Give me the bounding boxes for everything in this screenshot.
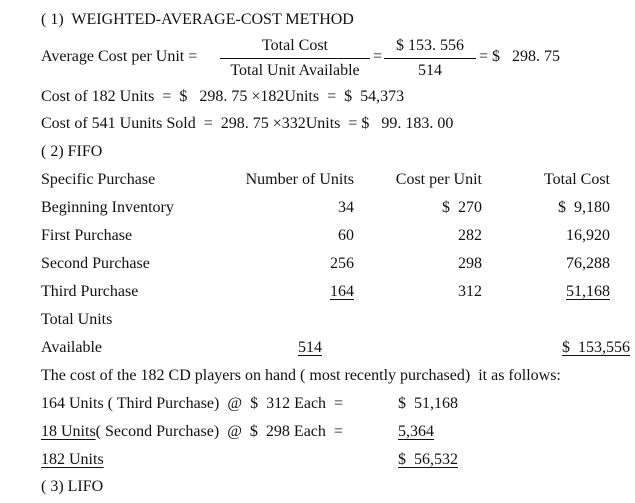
table-row-name: Second Purchase — [41, 255, 150, 272]
table-row-cost: $ 270 — [442, 199, 482, 216]
avg-cost-label: Average Cost per Unit = — [41, 48, 198, 65]
table-row-total: $ 9,180 — [558, 199, 610, 216]
cost-541-units: Cost of 541 Uunits Sold = 298. 75 ×332Units = $ 99. 183. 00 — [41, 115, 454, 132]
table-row-total: 76,288 — [566, 255, 610, 272]
available-total-value: $ 153,556 — [562, 339, 630, 356]
table-row-name: Beginning Inventory — [41, 199, 174, 216]
available-units — [298, 338, 322, 358]
calc-line-third-amount: $ 51,168 — [398, 395, 458, 412]
calc-line-second-units: 18 Units — [41, 423, 96, 440]
cost-182-units: Cost of 182 Units = $ 298. 75 ×182Units = $ 54,373 — [41, 88, 405, 105]
calc-line-total-amount — [398, 450, 458, 470]
calc-line-second-rest: ( Second Purchase) @ $ 298 Each = — [95, 423, 343, 440]
equals-sign: = — [373, 48, 383, 65]
table-row-total: 16,920 — [566, 227, 610, 244]
calc-line-total-units — [41, 450, 104, 470]
fraction-total-cost — [220, 36, 370, 81]
table-row-units: 60 — [338, 227, 354, 244]
avg-cost-result: = $ 298. 75 — [479, 48, 561, 65]
section1-heading: ( 1) WEIGHTED-AVERAGE-COST METHOD — [41, 11, 354, 28]
fraction-numerator-value: $ 153. 556 — [384, 36, 476, 59]
calc-line-total-units-value: 182 Units — [41, 451, 104, 468]
total-units-label: Total Units — [41, 311, 113, 328]
col-header-specific-purchase: Specific Purchase — [41, 171, 156, 188]
table-row-cost: 298 — [458, 255, 482, 272]
table-row-total-underlined: 51,168 — [566, 283, 610, 300]
available-label: Available — [41, 339, 103, 356]
section3-heading: ( 3) LIFO — [41, 478, 104, 495]
col-header-total-cost: Total Cost — [544, 171, 610, 188]
fraction-values — [384, 36, 476, 81]
table-row-units: 256 — [330, 255, 354, 272]
narrative-text: The cost of the 182 CD players on hand ( most recently purchased) it as follows: — [41, 367, 561, 384]
table-row-cost: 312 — [458, 283, 482, 300]
table-row-total — [495, 282, 610, 302]
calc-line-second-purchase — [41, 422, 343, 442]
table-row-name: First Purchase — [41, 227, 133, 244]
fraction-numerator: Total Cost — [220, 36, 370, 59]
available-total — [495, 338, 630, 358]
table-row-units — [220, 282, 354, 302]
calc-line-second-amount — [398, 422, 434, 442]
col-header-number-of-units: Number of Units — [245, 171, 354, 188]
table-row-cost: 282 — [458, 227, 482, 244]
fraction-denominator: Total Unit Available — [230, 62, 360, 79]
table-row-units: 34 — [338, 199, 354, 216]
section2-heading: ( 2) FIFO — [41, 143, 103, 160]
fraction-denominator-value: 514 — [418, 62, 442, 79]
calc-line-second-amount-value: 5,364 — [398, 423, 434, 440]
calc-line-total-amount-value: $ 56,532 — [398, 451, 458, 468]
table-row-units-underlined: 164 — [330, 283, 354, 300]
col-header-cost-per-unit: Cost per Unit — [395, 171, 482, 188]
calc-line-third-purchase: 164 Units ( Third Purchase) @ $ 312 Each = — [41, 395, 344, 412]
available-units-value: 514 — [298, 339, 322, 356]
table-row-name: Third Purchase — [41, 283, 139, 300]
